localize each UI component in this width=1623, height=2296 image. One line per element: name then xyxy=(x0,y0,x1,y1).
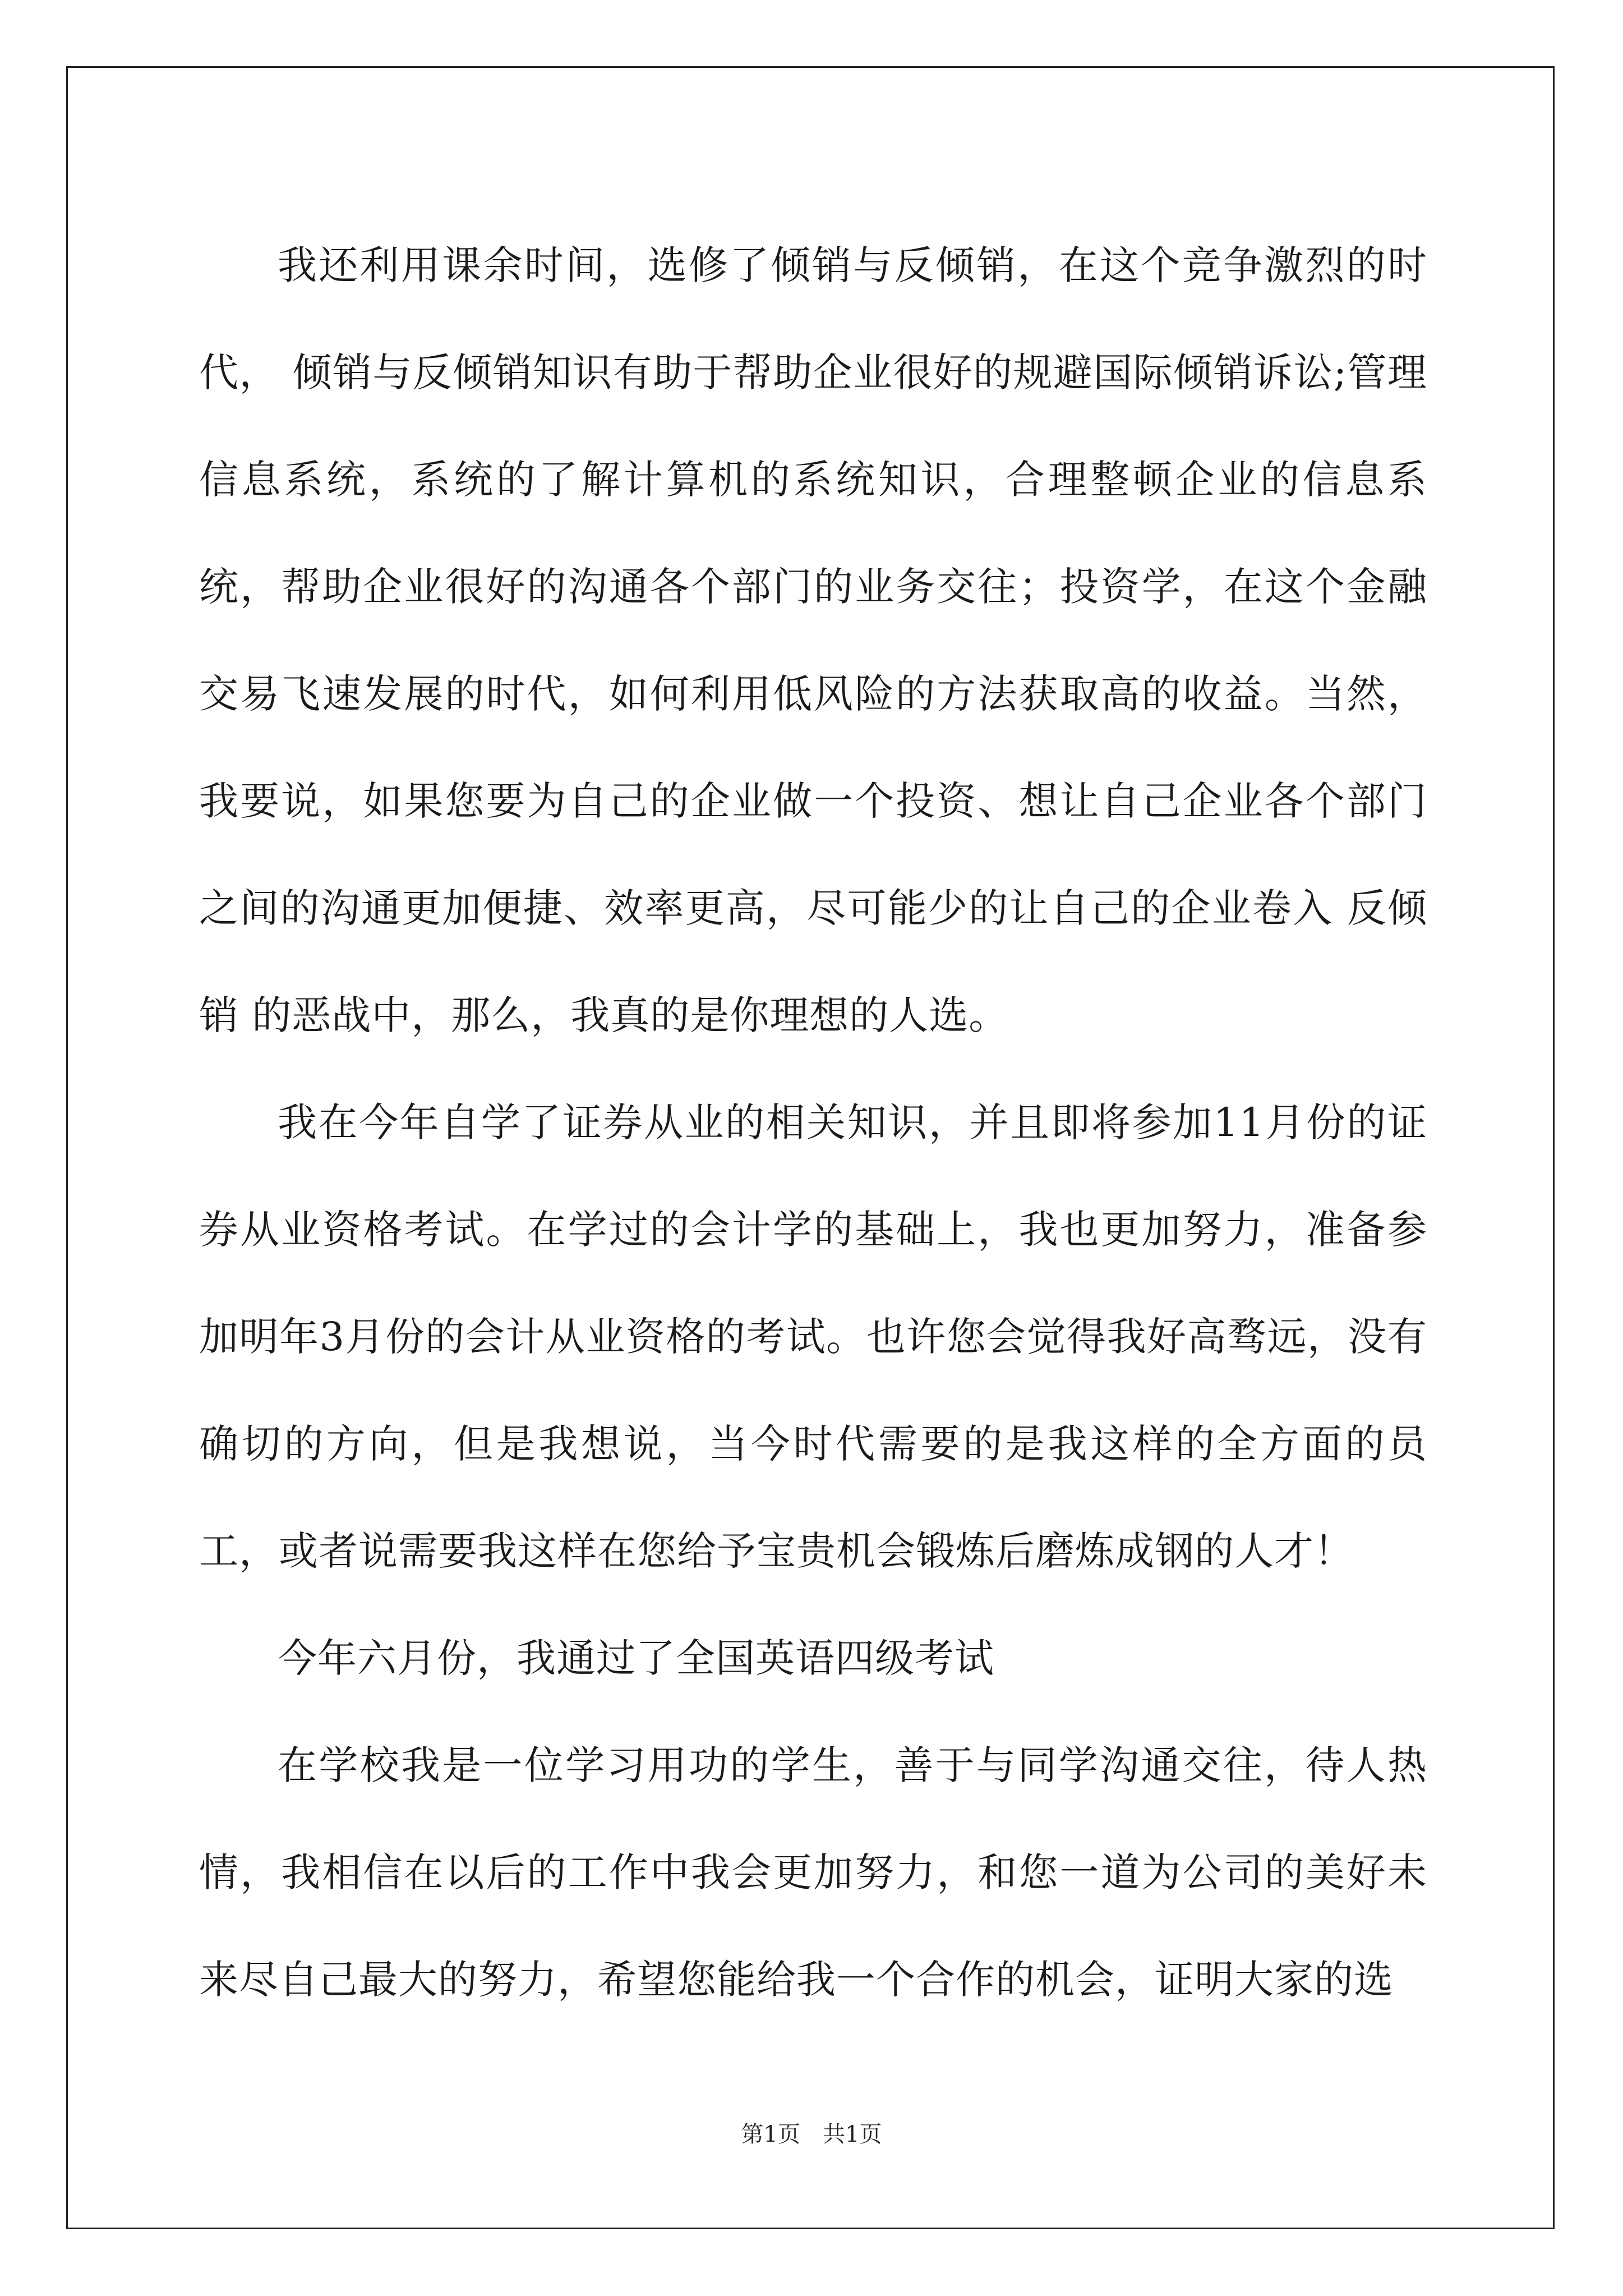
paragraph-school-performance: 在学校我是一位学习用功的学生，善于与同学沟通交往，待人热情，我相信在以后的工作中我会更加努力，和您一道为公司的美好未来尽自己最大的努力，希望您能给我一个合作的机会，证明大家的选 xyxy=(199,1742,1427,2003)
paragraph-english-exam: 今年六月份，我通过了全国英语四级考试 xyxy=(278,1635,994,1681)
page-number-footer: 第1页 共1页 xyxy=(741,2122,882,2147)
document-body xyxy=(199,212,1427,2033)
paragraph-securities-qualification: 我在今年自学了证券从业的相关知识，并且即将参加11月份的证券从业资格考试。在学过的会计学的基础上，我也更加努力，准备参加明年3月份的会计从业资格的考试。也许您会觉得我好高骛远，没有确切的方向，但是我想说，当今时代需要的是我这样的全方面的员工，或者说需要我这样在您给予宝贵机会锻炼后磨炼成钢的人才！ xyxy=(199,1099,1427,1574)
paragraph-elective-courses: 我还利用课余时间，选修了倾销与反倾销，在这个竞争激烈的时代， 倾销与反倾销知识有助于帮助企业很好的规避国际倾销诉讼;管理信息系统，系统的了解计算机的系统知识，合理整顿企业的信息系统，帮助企业很好的沟通各个部门的业务交往；投资学，在这个金融交易飞速发展的时代，如何利用低风险的方法获取高的收益。当然，我要说，如果您要为自己的企业做一个投资、想让自己企业各个部门之间的沟通更加便捷、效率更高，尽可能少的让自己的企业卷入 反倾销 的恶战中，那么，我真的是你理想的人选。 xyxy=(199,242,1427,1038)
